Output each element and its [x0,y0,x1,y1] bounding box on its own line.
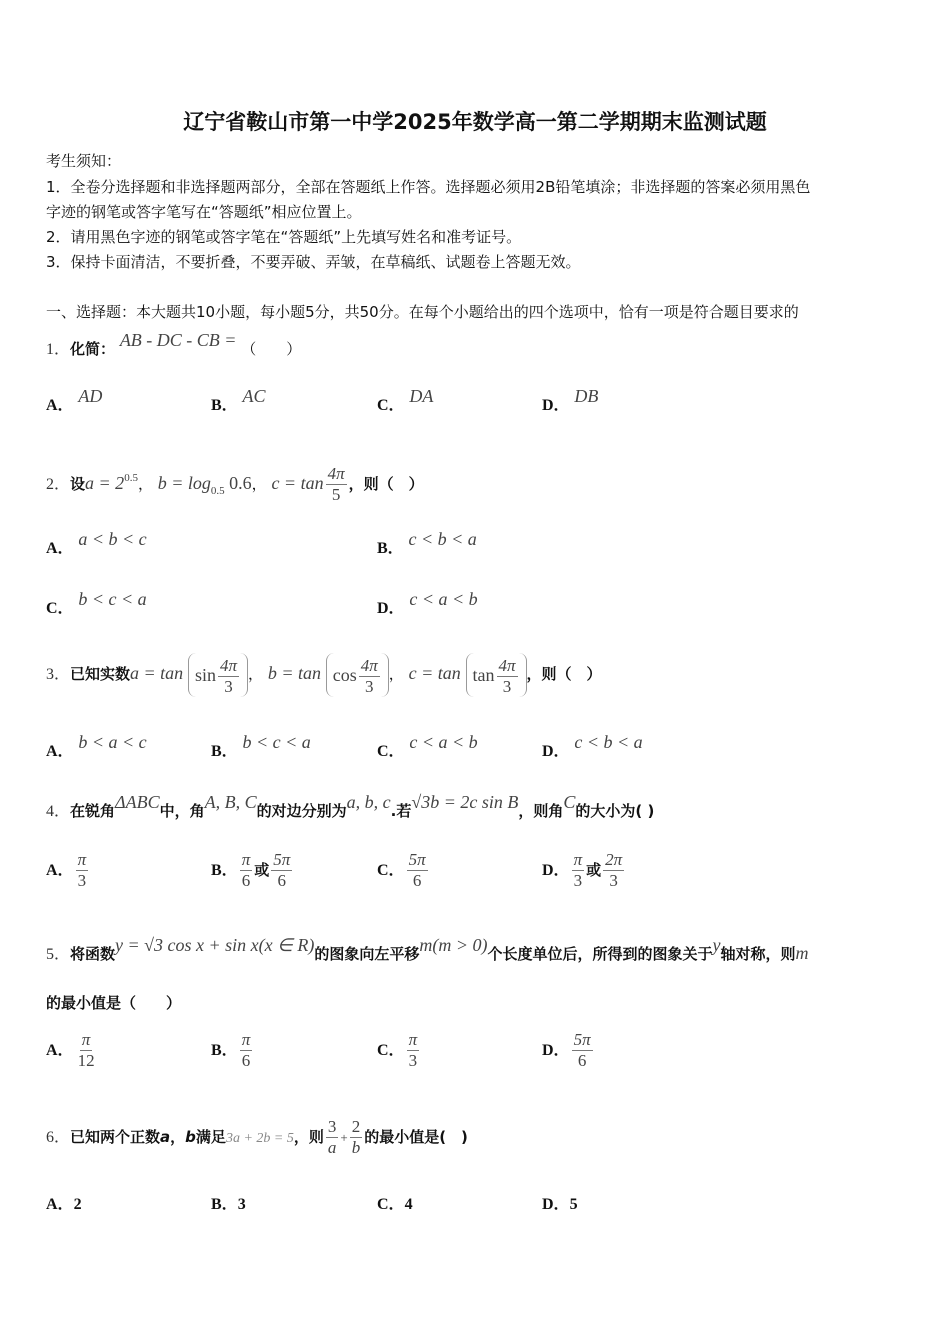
denominator: 12 [77,1051,95,1070]
option-label: A． [46,743,74,760]
option-value: 4 [404,1196,413,1213]
option-value: c < b < a [574,732,643,752]
option-value: b < c < a [78,589,147,609]
fraction [407,850,428,891]
or-text: 或 [586,861,602,879]
option-c[interactable] [377,1194,413,1215]
option-label: C． [377,862,405,879]
fraction [603,850,624,891]
notice-item-3: 3．保持卡面清洁，不要折叠，不要弄破、弄皱，在草稿纸、试题卷上答题无效。 [46,253,581,271]
option-label: B． [211,862,238,879]
math-subscript: 0.5 [210,485,225,497]
option-b[interactable] [211,848,294,893]
option-value: 5 [569,1196,578,1213]
numerator: π [573,850,583,869]
numerator: 2 [351,1117,361,1136]
question-2 [46,456,424,513]
denominator: 6 [241,871,251,890]
math-a: a = 2 [85,473,125,493]
option-label: D． [377,600,405,617]
math-equation: √3b = 2c sin B [411,792,519,812]
option-label: A． [46,1196,74,1213]
denominator: 6 [241,1051,251,1070]
option-label: D． [542,743,570,760]
math-m: m(m > 0) [419,935,488,955]
math-function: y = √3 cos x + sin x(x ∈ R) [115,935,315,955]
math-sides: a, b, c [346,792,391,812]
question-number: 1． [46,341,71,358]
option-c[interactable] [377,1028,421,1073]
option-label: C． [377,743,405,760]
question-3 [46,648,602,700]
option-d[interactable] [377,589,478,619]
fraction [497,656,518,697]
question-text: 已知两个正数 [70,1128,161,1146]
option-label: A． [46,397,74,414]
question-text: 设 [70,475,86,493]
numerator: 5π [273,850,291,869]
denominator: 6 [277,871,286,890]
option-b[interactable] [211,1194,246,1215]
math-y: y [712,935,721,955]
notice-heading: 考生须知： [46,152,122,170]
math-angles: A, B, C [204,792,257,812]
fraction [271,850,292,891]
option-c[interactable] [377,848,430,893]
option-value: c < a < b [409,589,478,609]
option-c[interactable] [46,589,147,619]
notice-item-2: 2．请用黑色字迹的钢笔或答字笔在“答题纸”上先填写姓名和准考证号。 [46,228,522,246]
question-text: 化简： [70,340,116,358]
question-text: 中，角 [159,802,205,820]
denominator: 3 [224,676,233,696]
option-a[interactable] [46,732,147,762]
math-triangle: ΔABC [115,792,160,812]
option-c[interactable] [377,732,478,762]
fraction [572,850,585,891]
math-exponent: 0.5 [124,472,138,484]
question-text: 的图象向左平移 [314,945,420,963]
option-value: DB [574,386,599,406]
question-text: 个长度单位后，所得到的图象关于 [487,945,713,963]
denominator: 6 [412,871,422,890]
question-6 [46,1112,468,1164]
denominator: a [327,1138,337,1157]
numerator: π [241,850,251,869]
separator: ， [137,475,153,493]
question-text: 将函数 [70,945,116,963]
fraction [240,1030,253,1071]
numerator: π [241,1030,251,1049]
option-d[interactable] [542,1194,578,1215]
question-number: 2． [46,476,71,493]
question-text: 满足 [195,1128,226,1146]
fraction [76,850,89,891]
fraction [359,656,380,697]
plus-sign: + [340,1130,348,1145]
option-value: DA [409,386,434,406]
option-a[interactable] [46,1194,82,1215]
option-a[interactable] [46,1028,99,1073]
question-text: ，则 [293,1128,324,1146]
question-text: 的大小为( ) [575,802,655,820]
option-b[interactable] [377,529,477,559]
question-4 [46,792,655,822]
option-label: C． [377,1042,405,1059]
option-d[interactable] [542,848,626,893]
fraction [350,1117,363,1158]
fraction [326,1117,339,1158]
numerator: 2π [605,850,623,869]
option-label: A． [46,540,74,557]
math-paren [188,653,248,697]
fraction [326,464,347,505]
question-text: 的对边分别为 [256,802,347,820]
numerator: 3 [327,1117,337,1136]
option-label: A． [46,1042,74,1059]
option-d[interactable] [542,732,643,762]
option-label: D． [542,397,570,414]
denominator: 3 [365,676,374,696]
option-label: B． [211,1196,238,1213]
denominator: 3 [502,676,512,696]
question-number: 6． [46,1129,71,1146]
numerator: 5π [408,850,426,869]
question-tail: ，则（ ） [348,475,424,493]
var-b: b [185,1128,196,1146]
option-b[interactable] [211,1028,254,1073]
question-number: 4． [46,803,71,820]
math-c: c = tan [271,473,324,493]
math-expression: AB - DC - CB = [119,330,237,350]
option-label: B． [377,540,404,557]
question-text: 的最小值是( ) [364,1128,468,1146]
numerator: π [408,1030,418,1049]
denominator: b [351,1138,361,1157]
option-label: B． [211,397,238,414]
math-paren [326,653,389,697]
option-b[interactable] [211,386,266,416]
option-value: 3 [237,1196,246,1213]
math-c: c = tan [408,663,461,683]
denominator: 3 [408,1051,418,1070]
option-label: D． [542,1042,570,1059]
denominator: 3 [609,871,618,890]
numerator: 4π [327,464,345,483]
option-a[interactable] [46,848,90,893]
denominator: 6 [577,1051,587,1070]
option-value: AC [242,386,266,406]
notice-item-1: 1．全卷分选择题和非选择题两部分，全部在答题纸上作答。选择题必须用2B铅笔填涂；非选择题的答案必须用黑色 [46,178,811,196]
option-label: A． [46,862,74,879]
option-value: a < b < c [78,529,147,549]
question-text: ，则角 [518,802,564,820]
math-paren [466,653,527,697]
option-label: C． [377,397,405,414]
option-d[interactable] [542,386,599,416]
question-5-cont: 的最小值是（ ） [46,994,182,1012]
numerator: 4π [360,655,378,675]
question-tail: ，则（ ） [526,665,602,683]
option-value: c < a < b [409,732,478,752]
question-5 [46,935,809,965]
math-a: a = tan [130,663,184,683]
separator: ， [248,665,264,683]
section-heading: 一、选择题：本大题共10小题，每小题5分，共50分。在每个小题给出的四个选项中，恰有一项是符合题目要求的 [46,303,799,321]
option-label: C． [377,1196,405,1213]
denominator: 3 [77,871,87,890]
option-label: D． [542,862,570,879]
math-b: b = tan [267,663,321,683]
math-arg: 0.6 [224,473,252,493]
option-label: B． [211,1042,238,1059]
separator: ， [170,1128,186,1146]
option-c[interactable] [377,386,434,416]
separator: ， [388,665,404,683]
option-b[interactable] [211,732,311,762]
denominator: 3 [573,871,583,890]
page-title: 辽宁省鞍山市第一中学2025年数学高一第二学期期末监测试题 [183,110,767,134]
option-value: b < c < a [242,732,311,752]
math-b: b = log [157,473,211,493]
option-d[interactable] [542,1028,595,1073]
separator: ， [251,475,267,493]
question-text: 在锐角 [70,802,116,820]
numerator: 5π [573,1030,591,1049]
math-fn: cos [332,664,357,685]
math-fn: tan [472,664,495,685]
option-label: B． [211,743,238,760]
var-a: a [160,1128,171,1146]
notice-item-1-cont: 字迹的钢笔或答字笔写在“答题纸”相应位置上。 [46,203,362,221]
option-label: C． [46,600,74,617]
denominator: 5 [331,485,341,504]
math-m: m [795,943,809,963]
fraction [572,1030,593,1071]
question-number: 3． [46,666,71,683]
option-a[interactable] [46,386,103,416]
math-fn: sin [194,664,216,685]
numerator: π [81,1030,91,1049]
option-value: AD [78,386,103,406]
numerator: 4π [498,655,516,675]
question-1 [46,330,302,360]
math-equation: 3a + 2b = 5 [225,1131,294,1146]
option-value: 2 [73,1196,82,1213]
numerator: π [77,850,87,869]
option-value: c < b < a [408,529,477,549]
fraction [240,850,253,891]
or-text: 或 [254,861,270,879]
numerator: 4π [219,655,238,675]
option-a[interactable] [46,529,147,559]
fraction [218,656,239,697]
option-label: D． [542,1196,570,1213]
math-angle-c: C [563,792,576,812]
option-value: b < a < c [78,732,147,752]
fraction [76,1030,97,1071]
question-number: 5． [46,946,71,963]
question-text: 已知实数 [70,665,131,683]
question-text: .若 [390,802,412,820]
question-text: 轴对称，则 [720,945,796,963]
answer-blank: （ ） [241,340,302,358]
fraction [407,1030,420,1071]
